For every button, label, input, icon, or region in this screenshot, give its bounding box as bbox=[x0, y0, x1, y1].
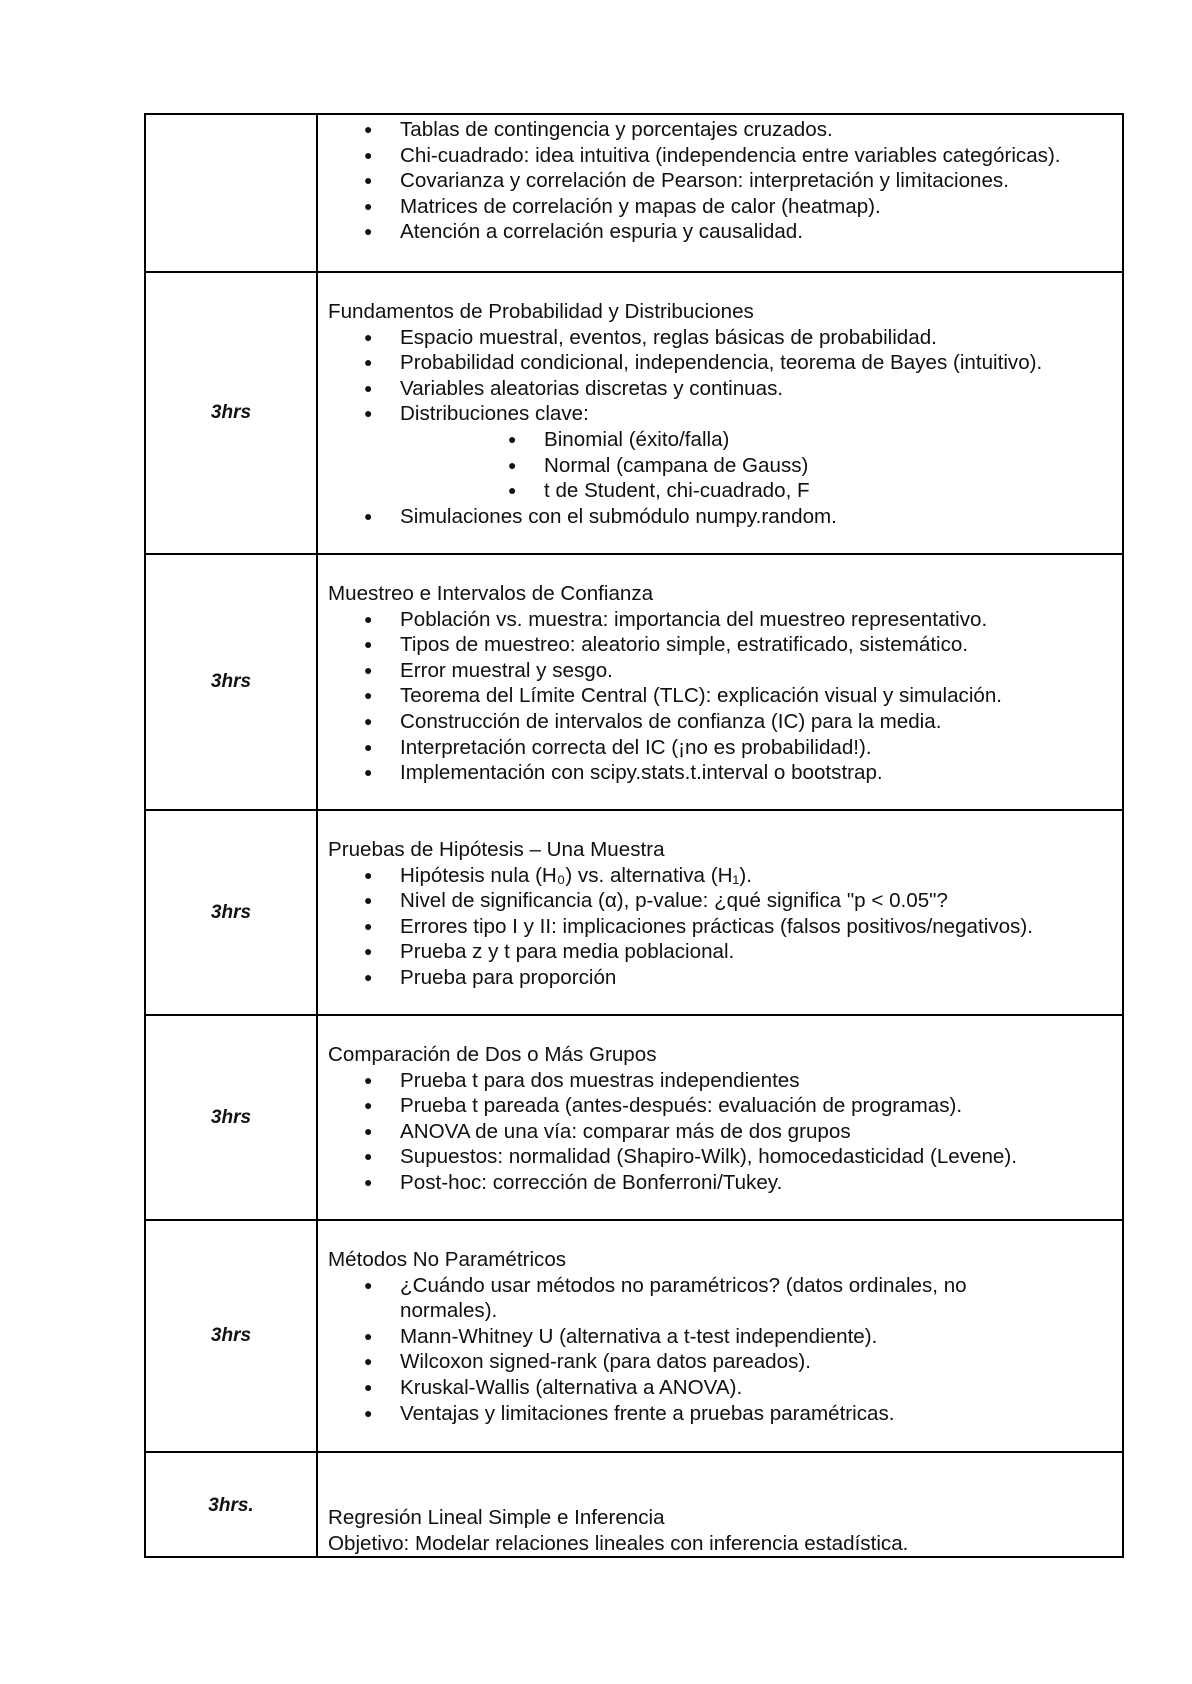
list-item: ● Prueba para proporción bbox=[328, 965, 1114, 991]
list-item: ● Variables aleatorias discretas y continuas. bbox=[328, 376, 1114, 402]
sub-list-item: ● Binomial (éxito/falla) bbox=[400, 427, 1114, 453]
content-cell bbox=[317, 810, 1123, 1015]
list-item bbox=[328, 401, 1114, 503]
duration-label: 3hrs. bbox=[145, 1452, 317, 1557]
sub-list-item: ● Normal (campana de Gauss) bbox=[400, 453, 1114, 479]
list-item: ● Matrices de correlación y mapas de calor (heatmap). bbox=[328, 194, 1114, 220]
sub-list-item: ● t de Student, chi-cuadrado, F bbox=[400, 478, 1114, 504]
list-item: ● Error muestral y sesgo. bbox=[328, 658, 1114, 684]
list-item: ● Covarianza y correlación de Pearson: interpretación y limitaciones. bbox=[328, 168, 1114, 194]
duration-label: 3hrs bbox=[145, 1015, 317, 1220]
module-title: Regresión Lineal Simple e Inferencia bbox=[328, 1506, 665, 1529]
content-cell bbox=[317, 1220, 1123, 1452]
module-title: Comparación de Dos o Más Grupos bbox=[328, 1043, 657, 1066]
syllabus-table bbox=[144, 113, 1124, 1558]
list-item: ● Implementación con scipy.stats.t.interval o bootstrap. bbox=[328, 760, 1114, 786]
table-row bbox=[145, 114, 1123, 272]
list-item: ● Población vs. muestra: importancia del muestreo representativo. bbox=[328, 607, 1114, 633]
table-row bbox=[145, 554, 1123, 810]
sub-topic-list bbox=[400, 427, 1114, 504]
table-row bbox=[145, 1452, 1123, 1557]
list-item: ● Wilcoxon signed-rank (para datos pareados). bbox=[328, 1349, 1114, 1375]
content-cell bbox=[317, 114, 1123, 272]
list-item: ● Prueba t para dos muestras independientes bbox=[328, 1068, 1114, 1094]
topic-list bbox=[328, 1273, 1114, 1427]
duration-cell bbox=[145, 114, 317, 272]
content-cell bbox=[317, 272, 1123, 554]
topic-list bbox=[328, 117, 1114, 245]
list-item: ● Supuestos: normalidad (Shapiro-Wilk), homocedasticidad (Levene). bbox=[328, 1144, 1114, 1170]
table-row bbox=[145, 1220, 1123, 1452]
list-item: ● ¿Cuándo usar métodos no paramétricos? (datos ordinales, no normales). bbox=[328, 1273, 1114, 1324]
list-item: ● Errores tipo I y II: implicaciones prácticas (falsos positivos/negativos). bbox=[328, 914, 1114, 940]
content-cell bbox=[317, 1452, 1123, 1557]
list-item: ● Tablas de contingencia y porcentajes cruzados. bbox=[328, 117, 1114, 143]
topic-list bbox=[328, 1068, 1114, 1196]
module-title: Fundamentos de Probabilidad y Distribuciones bbox=[328, 300, 754, 323]
list-item: ● Espacio muestral, eventos, reglas básicas de probabilidad. bbox=[328, 325, 1114, 351]
list-item: ● Prueba t pareada (antes-después: evaluación de programas). bbox=[328, 1093, 1114, 1119]
list-item: ● Interpretación correcta del IC (¡no es probabilidad!). bbox=[328, 735, 1114, 761]
content-cell bbox=[317, 1015, 1123, 1220]
list-item: ● Prueba z y t para media poblacional. bbox=[328, 939, 1114, 965]
list-item-label: Distribuciones clave: bbox=[400, 402, 589, 426]
list-item: ● Hipótesis nula (H₀) vs. alternativa (H₁). bbox=[328, 863, 1114, 889]
module-title: Muestreo e Intervalos de Confianza bbox=[328, 582, 654, 605]
module-title: Métodos No Paramétricos bbox=[328, 1248, 567, 1271]
module-title: Pruebas de Hipótesis – Una Muestra bbox=[328, 838, 665, 861]
list-item: ● Construcción de intervalos de confianza (IC) para la media. bbox=[328, 709, 1114, 735]
list-item: ● Chi-cuadrado: idea intuitiva (independencia entre variables categóricas). bbox=[328, 143, 1114, 169]
list-item: ● Mann-Whitney U (alternativa a t-test independiente). bbox=[328, 1324, 1114, 1350]
table-row bbox=[145, 1015, 1123, 1220]
topic-list bbox=[328, 863, 1114, 991]
module-objective: Objetivo: Modelar relaciones lineales con inferencia estadística. bbox=[328, 1531, 909, 1555]
duration-label: 3hrs bbox=[145, 810, 317, 1015]
list-item: ● Atención a correlación espuria y causalidad. bbox=[328, 219, 1114, 245]
list-item: ● Tipos de muestreo: aleatorio simple, estratificado, sistemático. bbox=[328, 632, 1114, 658]
topic-list bbox=[328, 325, 1114, 530]
duration-label: 3hrs bbox=[145, 272, 317, 554]
content-cell bbox=[317, 554, 1123, 810]
table-row bbox=[145, 272, 1123, 554]
duration-label: 3hrs bbox=[145, 554, 317, 810]
table-row bbox=[145, 810, 1123, 1015]
list-item: ● Teorema del Límite Central (TLC): explicación visual y simulación. bbox=[328, 683, 1114, 709]
list-item: ● Post-hoc: corrección de Bonferroni/Tukey. bbox=[328, 1170, 1114, 1196]
list-item: ● ANOVA de una vía: comparar más de dos grupos bbox=[328, 1119, 1114, 1145]
topic-list bbox=[328, 607, 1114, 786]
list-item: ● Probabilidad condicional, independencia, teorema de Bayes (intuitivo). bbox=[328, 350, 1114, 376]
list-item: ● Kruskal-Wallis (alternativa a ANOVA). bbox=[328, 1375, 1114, 1401]
list-item: ● Ventajas y limitaciones frente a pruebas paramétricas. bbox=[328, 1401, 1114, 1427]
duration-label: 3hrs bbox=[145, 1220, 317, 1452]
list-item: ● Simulaciones con el submódulo numpy.random. bbox=[328, 504, 1114, 530]
list-item: ● Nivel de significancia (α), p-value: ¿qué significa "p < 0.05"? bbox=[328, 888, 1114, 914]
